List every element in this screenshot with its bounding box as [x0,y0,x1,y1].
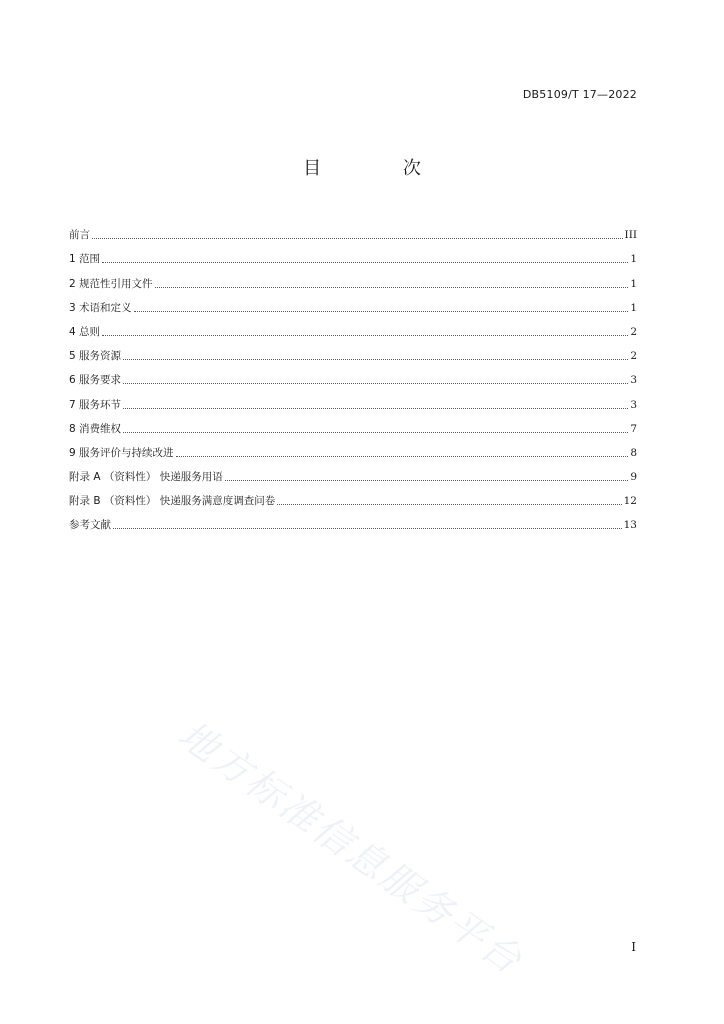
toc-entry-label: 7 服务环节 [69,398,122,411]
toc-entry-service-requirements[interactable] [69,363,637,387]
toc-entry-page: 8 [630,446,637,459]
watermark: 地方标准信息服务平台 [170,712,532,984]
toc-entry-page: 7 [630,422,637,435]
page-number: I [631,940,636,954]
toc-entry-page: 12 [623,495,637,508]
toc-entry-scope[interactable] [69,242,637,266]
toc-dot-leader [102,261,628,263]
toc-entry-appendix-b[interactable] [69,484,637,508]
toc-entry-service-process[interactable] [69,387,637,411]
toc-entry-page: 1 [630,301,637,314]
toc-entry-normative-references[interactable] [69,266,637,290]
toc-entry-general[interactable] [69,315,637,339]
toc-entry-page: 13 [623,519,637,532]
toc-entry-page: 1 [630,277,637,290]
toc-entry-appendix-a[interactable] [69,460,637,484]
toc-dot-leader [134,310,629,312]
toc-dot-leader [123,431,628,433]
document-code: DB5109/T 17—2022 [522,88,637,101]
toc-entry-page: III [624,229,637,242]
toc-dot-leader [277,503,621,505]
toc-entry-label: 附录 A （资料性） 快递服务用语 [69,471,223,484]
toc-dot-leader [123,382,628,384]
toc-entry-bibliography[interactable] [69,508,637,532]
toc-dot-leader [123,358,628,360]
toc-entry-label: 3 术语和定义 [69,301,132,314]
toc-dot-leader [92,237,623,239]
toc-dot-leader [123,407,628,409]
toc-entry-label: 附录 B （资料性） 快递服务满意度调查问卷 [69,495,276,508]
toc-dot-leader [176,455,629,457]
toc-title: 目 次 [303,158,459,179]
toc-entry-page: 2 [630,325,637,338]
toc-entry-label: 8 消费维权 [69,422,122,435]
toc-entry-label: 5 服务资源 [69,350,122,363]
toc-dot-leader [113,527,622,529]
toc-entry-label: 2 规范性引用文件 [69,277,153,290]
toc-entry-foreword[interactable] [69,218,637,242]
toc-entry-service-resources[interactable] [69,339,637,363]
toc-entry-page: 3 [630,398,637,411]
toc-entry-label: 参考文献 [69,519,111,532]
toc-entry-label: 4 总则 [69,325,101,338]
toc-entry-consumer-rights[interactable] [69,412,637,436]
toc-dot-leader [102,334,628,336]
toc-dot-leader [155,286,629,288]
table-of-contents [69,218,637,532]
toc-entry-label: 1 范围 [69,253,101,266]
toc-entry-page: 1 [630,253,637,266]
toc-entry-label: 6 服务要求 [69,374,122,387]
toc-entry-label: 前言 [69,229,90,242]
toc-entry-page: 9 [630,471,637,484]
toc-dot-leader [225,479,629,481]
toc-entry-terms[interactable] [69,291,637,315]
toc-entry-label: 9 服务评价与持续改进 [69,446,174,459]
toc-entry-page: 2 [630,350,637,363]
toc-entry-page: 3 [630,374,637,387]
toc-entry-evaluation-improvement[interactable] [69,436,637,460]
